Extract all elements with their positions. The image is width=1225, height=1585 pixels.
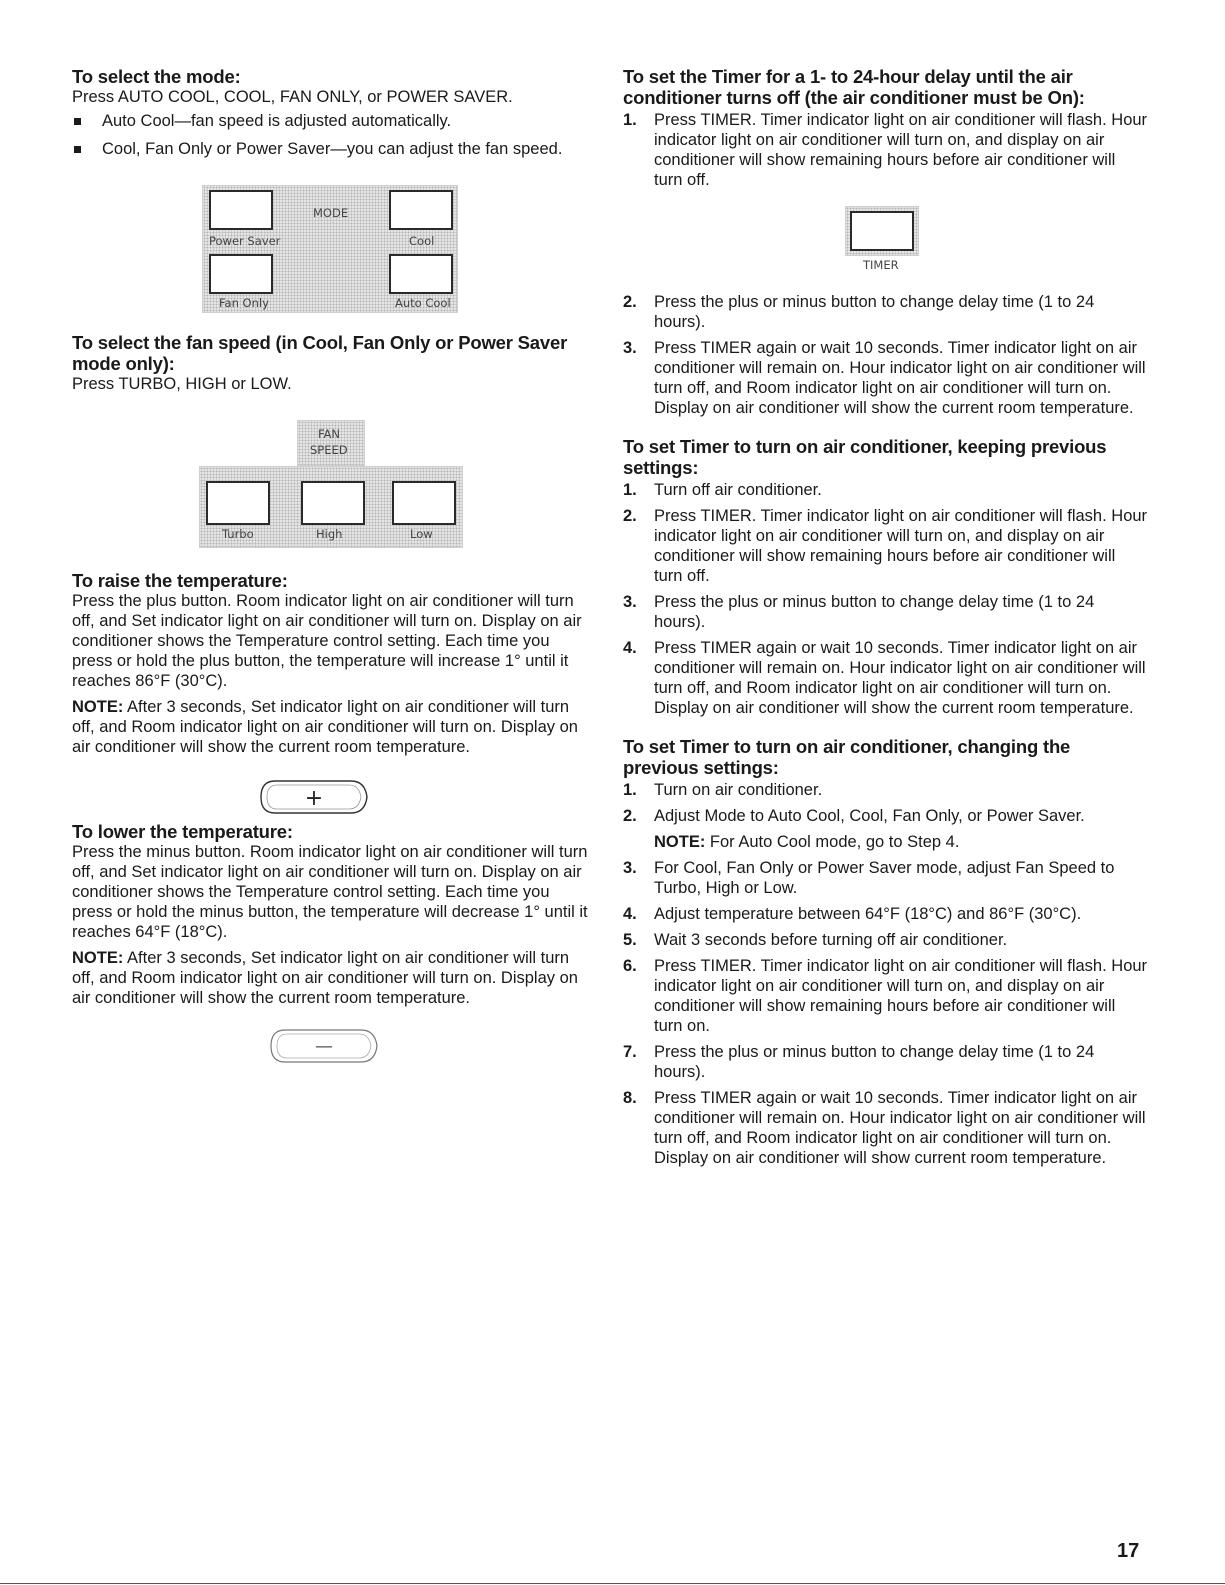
fan-label: FAN [318, 427, 341, 441]
step-text: Press the plus or minus button to change delay time (1 to 24 hours). [654, 593, 1095, 631]
fan-panel [199, 466, 463, 548]
timer-change-steps [623, 780, 1148, 1168]
timer-key-figure [623, 196, 1148, 290]
step-text: Turn off air conditioner. [654, 481, 822, 499]
step-item: 3. For Cool, Fan Only or Power Saver mode, adjust Fan Speed to Turbo, High or Low. [623, 859, 1115, 897]
step-item: 2. Adjust Mode to Auto Cool, Cool, Fan Only, or Power Saver. NOTE: For Auto Cool mode, go to Step 4. [623, 806, 1148, 852]
lower-heading: To lower the temperature: [72, 821, 293, 842]
step-item: 7. Press the plus or minus button to change delay time (1 to 24 hours). [623, 1043, 1095, 1081]
raise-note-text: After 3 seconds, Set indicator light on air conditioner will turn off, and Room indicator light on air conditioner will turn on. Display on air conditioner will show the current room temperature. [72, 698, 578, 756]
fan-only-label: Fan Only [219, 296, 269, 310]
auto-cool-label: Auto Cool [395, 296, 451, 310]
fan-intro: Press TURBO, HIGH or LOW. [72, 375, 292, 393]
timer-key-surround [845, 206, 919, 256]
step-item: 8. Press TIMER again or wait 10 seconds. Timer indicator light on air conditioner will remain on. Hour indicator light on air conditioner will turn off, and Room indicator light on air conditioner will turn on. Display on air conditioner will show current room temperature. [623, 1089, 1146, 1167]
plus-button[interactable] [255, 777, 375, 817]
step-item: 1. Turn on air conditioner. [623, 781, 823, 799]
mode-bullets [72, 111, 592, 159]
note-label: NOTE: [72, 698, 124, 716]
step-item: 4. Press TIMER again or wait 10 seconds. Timer indicator light on air conditioner will remain on. Hour indicator light on air conditioner will turn off, and Room indicator light on air conditioner will turn on. Display on air conditioner will show the current room temperature. [623, 639, 1146, 717]
mode-panel [202, 185, 458, 313]
step-text: Adjust temperature between 64°F (18°C) and 86°F (30°C). [654, 905, 1082, 923]
step-item: 3. Press the plus or minus button to change delay time (1 to 24 hours). [623, 593, 1095, 631]
step-text: Adjust Mode to Auto Cool, Cool, Fan Only, or Power Saver. [654, 807, 1085, 825]
timer-off-heading: To set the Timer for a 1- to 24-hour delay until the air conditioner turns off (the air conditioner must be On): [623, 66, 1085, 108]
step-item: 2. Press TIMER. Timer indicator light on air conditioner will flash. Hour indicator light on air conditioner will turn on, and display on air conditioner will show remaining hours before air conditioner will turn off. [623, 507, 1148, 585]
cool-label: Cool [409, 234, 435, 248]
turbo-label: Turbo [222, 527, 254, 541]
power-saver-key[interactable] [209, 190, 273, 230]
high-label: High [316, 527, 343, 541]
mode-bullet: Cool, Fan Only or Power Saver—you can adjust the fan speed. [72, 139, 592, 159]
cool-key[interactable] [389, 190, 453, 230]
step-item: 2. Press the plus or minus button to change delay time (1 to 24 hours). [623, 293, 1095, 331]
step-item: 1. Turn off air conditioner. [623, 481, 822, 499]
plus-button-figure [72, 757, 592, 821]
turbo-key[interactable] [206, 481, 270, 525]
speed-label: SPEED [310, 443, 348, 457]
lower-note-text: After 3 seconds, Set indicator light on air conditioner will turn off, and Room indicator light on air conditioner will turn on. Display on air conditioner will show the current room temperature. [72, 949, 578, 1007]
mode-label: MODE [313, 206, 349, 220]
auto-cool-key[interactable] [389, 254, 453, 294]
step-item: 4. Adjust temperature between 64°F (18°C) and 86°F (30°C). [623, 905, 1082, 923]
timer-label: TIMER [863, 258, 899, 272]
timer-key[interactable] [850, 211, 914, 251]
step-text: Press TIMER. Timer indicator light on air conditioner will flash. Hour indicator light on air conditioner will turn on, and display on air conditioner will show remaining hours before air conditioner will turn off. [654, 507, 1148, 585]
note-label: NOTE: [654, 833, 706, 851]
power-saver-label: Power Saver [209, 234, 281, 248]
raise-body: Press the plus button. Room indicator light on air conditioner will turn off, and Set indicator light on air conditioner will turn on. Display on air conditioner shows the Temperature control setting. Each time you press or hold the plus button, the temperature will increase 1° until it reaches 86°F (30°C). [72, 592, 582, 690]
step-note [654, 832, 1148, 852]
step-text: Press the plus or minus button to change delay time (1 to 24 hours). [654, 1043, 1095, 1081]
timer-change-heading: To set Timer to turn on air conditioner, changing the previous settings: [623, 736, 1071, 778]
raise-note [72, 697, 592, 757]
left-column [72, 66, 592, 1078]
step-text: Press the plus or minus button to change delay time (1 to 24 hours). [654, 293, 1095, 331]
step-item: 1. Press TIMER. Timer indicator light on air conditioner will flash. Hour indicator light on air conditioner will turn on, and display on air conditioner will show remaining hours before air conditioner will turn off. [623, 111, 1148, 189]
high-key[interactable] [301, 481, 365, 525]
minus-button-figure [72, 1008, 592, 1078]
step-text: For Cool, Fan Only or Power Saver mode, adjust Fan Speed to Turbo, High or Low. [654, 859, 1115, 897]
step-item: 5. Wait 3 seconds before turning off air conditioner. [623, 931, 1008, 949]
right-column [623, 66, 1148, 1174]
timer-keep-steps [623, 480, 1148, 718]
fan-speed-label-box [297, 420, 365, 466]
fan-panel-figure [72, 394, 592, 570]
minus-icon: — [315, 1036, 333, 1057]
plus-icon: + [304, 786, 324, 811]
mode-intro: Press AUTO COOL, COOL, FAN ONLY, or POWER SAVER. [72, 88, 513, 106]
raise-heading: To raise the temperature: [72, 570, 288, 591]
timer-off-steps [623, 110, 1148, 190]
step-note-text: For Auto Cool mode, go to Step 4. [705, 833, 960, 851]
timer-off-steps-cont [623, 292, 1148, 418]
step-text: Wait 3 seconds before turning off air conditioner. [654, 931, 1008, 949]
step-text: Press TIMER. Timer indicator light on air conditioner will flash. Hour indicator light on air conditioner will turn on, and display on air conditioner will show remaining hours before air conditioner will turn on. [654, 957, 1148, 1035]
lower-body: Press the minus button. Room indicator light on air conditioner will turn off, and Set indicator light on air conditioner will turn on. Display on air conditioner shows the Temperature control setting. Each time you press or hold the minus button, the temperature will decrease 1° until it reaches 64°F (18°C). [72, 843, 588, 941]
timer-keep-heading: To set Timer to turn on air conditioner, keeping previous settings: [623, 436, 1107, 478]
page-number: 17 [1117, 1540, 1140, 1562]
step-item: 6. Press TIMER. Timer indicator light on air conditioner will flash. Hour indicator light on air conditioner will turn on, and display on air conditioner will show remaining hours before air conditioner will turn on. [623, 957, 1148, 1035]
step-text: Press TIMER again or wait 10 seconds. Timer indicator light on air conditioner will remain on. Hour indicator light on air conditioner will turn off, and Room indicator light on air conditioner will turn on. Display on air conditioner will show the current room temperature. [654, 339, 1146, 417]
lower-note [72, 948, 592, 1008]
mode-bullet: Auto Cool—fan speed is adjusted automatically. [72, 111, 592, 131]
low-label: Low [410, 527, 433, 541]
low-key[interactable] [392, 481, 456, 525]
step-item: 3. Press TIMER again or wait 10 seconds. Timer indicator light on air conditioner will remain on. Hour indicator light on air conditioner will turn off, and Room indicator light on air conditioner will turn on. Display on air conditioner will show the current room temperature. [623, 339, 1146, 417]
mode-heading: To select the mode: [72, 66, 241, 87]
mode-panel-figure [72, 167, 592, 332]
step-text: Press TIMER again or wait 10 seconds. Timer indicator light on air conditioner will remain on. Hour indicator light on air conditioner will turn off, and Room indicator light on air conditioner will turn on. Display on air conditioner will show current room temperature. [654, 1089, 1146, 1167]
fan-heading: To select the fan speed (in Cool, Fan Only or Power Saver mode only): [72, 332, 568, 374]
step-text: Press TIMER. Timer indicator light on air conditioner will flash. Hour indicator light on air conditioner will turn on, and display on air conditioner will show remaining hours before air conditioner will turn off. [654, 111, 1148, 189]
minus-button[interactable] [265, 1026, 385, 1066]
bottom-rule [0, 1583, 1225, 1584]
note-label: NOTE: [72, 949, 124, 967]
step-text: Press TIMER again or wait 10 seconds. Timer indicator light on air conditioner will remain on. Hour indicator light on air conditioner will turn off, and Room indicator light on air conditioner will turn on. Display on air conditioner will show the current room temperature. [654, 639, 1146, 717]
fan-only-key[interactable] [209, 254, 273, 294]
step-text: Turn on air conditioner. [654, 781, 823, 799]
